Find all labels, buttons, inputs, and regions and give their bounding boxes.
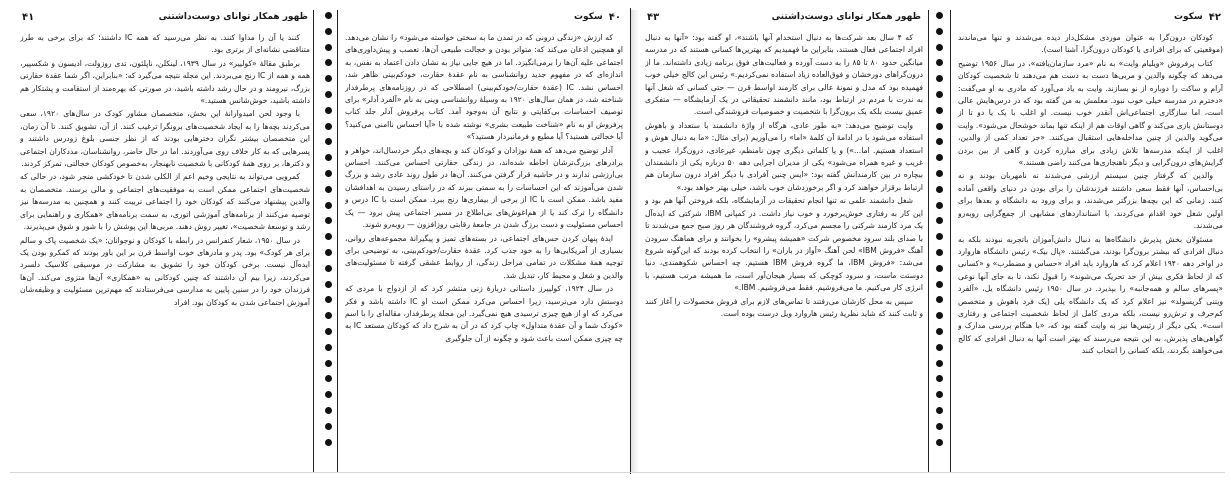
- paragraph: شغل دانشمند علمی نه تنها انجام تحقیقات در آزمایشگاه، بلکه فروختن آنها هم بود و این کار به رفتاری خوش‌برخورد و خوب نیاز داشت. در کمپانی IBM، شرکتی که ایده‌آل یک مرد کارمند شرکتی را مجسم می‌کرد، گروه فروشندگان هر روز صبح جمع می‌شدند تا با صدای بلند سرود مخصوص شرکت «همیشه پیشرو» را بخوانند و برای هماهنگ سرودن آهنگ «فروش IBM» لحن آهنگ «آواز در باران» را انتخاب کرده بودند که این‌گونه شروع می‌شد: «فروش IBM، ما گروه فروش IBM هستیم. چه احساس شکوهمندی، دنیا دوستت ماست، و سرود کوچکی که بسیار هیجان‌آور است، ما همیشه مرتب هستیم، با انرژی کار می‌کنیم. ما می‌فروشیم. فقط می‌فروشیم. IBM.»: [645, 196, 923, 293]
- binding-ring: [325, 202, 332, 209]
- binding-ring: [936, 360, 943, 367]
- page-number: ۴۰: [608, 11, 621, 23]
- page-42: [958, 10, 1223, 470]
- binding-ring: [325, 344, 332, 351]
- page-40: [345, 10, 623, 470]
- page-body: [20, 32, 310, 309]
- binding-ring: [325, 296, 332, 303]
- running-title: سکوت: [1174, 12, 1203, 22]
- binding-ring: [936, 265, 943, 272]
- page-edge: [337, 10, 338, 472]
- paragraph: سپس به محل کارشان می‌رفتند تا تماس‌های لازم برای فروش محصولات را آغاز کنند و ثابت کنند که شاید نظریهٔ رئیس هاروارد ویل درست بوده است.: [645, 296, 923, 318]
- binding-ring: [325, 107, 332, 114]
- page-body: [645, 32, 923, 320]
- binding-ring: [325, 375, 332, 382]
- paragraph: با وجود لحن امیدوارانهٔ این بخش، متخصصان مشاور کودک در سال‌های ۱۹۲۰، سعی می‌کردند بچه‌ها را به ایجاد شخصیت‌های برونگرا ترغیب کنند. از آن، تشویق کنند. تا آن زمان، این متخصصان بیشتر نگران دخترهایی بودند که از نظر جنسی بلوغ زودرس داشتند و پسرهایی که به کار خلاف روی می‌آوردند. اما در حال حاضر، روانشناسان، مددکاران اجتماعی و دکترها، بر روی همهٔ کودکانی با شخصیت نابهنجار، به‌خصوص کودکان خجالتی، تمرکز کردند.: [20, 109, 310, 169]
- paragraph: کمرویی می‌تواند به نتایجی وخیم اعم از الکلی شدن تا خودکشی منجر شود، در حالی که شخصیت‌های اجتماعی ممکن است به موفقیت‌های اجتماعی و مالی برسند. متخصصان به والدین پیشنهاد می‌کنند که کودکان خود را اجتماعی تربیت کنند و همچنین به مدرسه‌ها نیز توصیه می‌کنند از برنامه‌های آموزشی اتوری، به سمت برنامه‌های «همکاری و راهنمایی برای رشد و توسعهٔ شخصیت»، تغییر روش دهند. مربی‌ها این پوشش را با شور و شوق می‌پذیرند.: [20, 172, 310, 232]
- binding-ring: [936, 44, 943, 51]
- paragraph: آدلر توضیح می‌دهد که همهٔ نوزادان و کودکان کند و بچه‌های دیگر خردسال‌اند، خواهر و برادرهای بزرگ‌ترشان احاطه شده‌اند، در زندگی حقارتی احساس می‌کنند. احساس بی‌ارزشی ندارند و در حاشیه قرار گرفتن می‌کنند. آن‌ها در طول روند عادی رشد و بزرگ شدن می‌آموزند که این احساسات را به سمتی ببرند که در راستای رسیدن به اهدافشان مفید باشد. ممکن است با IC از برخی از بیماری‌ها رنج ببرد. ممکن است با IC درس و دانشگاه را ترک کند یا از هم‌اغوش‌های بی‌اطلاع در مسیر اجتماعی پیش برود — یک احساس مسئولیت و دست برزگ شدن در جامعهٔ رقابتی روزافزون — رو‌به‌رو شوند.: [345, 145, 623, 230]
- binding-ring: [325, 186, 332, 193]
- binding-ring: [325, 91, 332, 98]
- binding-ring: [936, 154, 943, 161]
- running-title: ظهور همکار توانای دوست‌داشتنی: [158, 12, 308, 22]
- binding-ring: [936, 170, 943, 177]
- binding-ring: [325, 75, 332, 82]
- paragraph: والدین که گرفتار چنین سیستم ارزشی می‌شدند نه نامهربان بودند و نه بی‌احساس، آنها فقط سعی داشتند فرزندشان را برای بودن در دنیای واقعی آماده کنند. زمانی که این بچه‌ها بزرگتر می‌شدند، و برای ورود به دانشگاه و بعدها برای اولین شغل خود اقدام می‌کردند، با استانداردهای مشابهی از جمع‌گرایی روبه‌رو می‌شدند.: [958, 171, 1223, 231]
- page-edge: [313, 10, 314, 472]
- page-header: [645, 10, 923, 24]
- binding-ring: [325, 360, 332, 367]
- paragraph: کودکان درون‌گرا به عنوان موردی مشکل‌دار دیده می‌شدند و تنها می‌ماندند (موقعیتی که برای افرادی یا کودکان درون‌گرا، آشنا است).: [958, 33, 1223, 55]
- binding-ring: [325, 328, 332, 335]
- binding-ring: [325, 217, 332, 224]
- binding-ring: [936, 59, 943, 66]
- binding-ring: [936, 391, 943, 398]
- page-43: [645, 10, 923, 470]
- page-41: [20, 10, 310, 470]
- running-title: ظهور همکار توانای دوست‌داشتنی: [771, 12, 921, 22]
- page-number: ۴۱: [22, 11, 35, 23]
- paragraph: که ارزش «زندگی درونی که در تمدن ما به سختی خواسته می‌شود» را نشان می‌دهد. او همچنین اذعان می‌کند که: متواتر بودن و خجالت طبیعی آن‌ها، تعصب و پیش‌داوری‌های اجتماعی علیه آن‌ها را برمی‌انگیزد. اما در هیچ جایی نیاز به نشان دادن اعتماد به نفس، به اندازه‌ای که در مفهوم جدید روانشناسی به نام عقدهٔ حقارت، خودکم‌بینی ظاهر شد، احساس نشد. IC (عقدهٔ حقارت/خودکم‌بینی) اصطلاحی که در روزنامه‌های پرطرفدار شناخته شد، در همان سال‌های ۱۹۲۰ به وسیلهٔ روانشناسی وینی به نام «آلفرد آدلر» برای توصیف احساسات بی‌کفایتی و نتایج آن به‌وجود آمد. کتاب پرفروش آدلر جلد کتاب پرفروش او به نام «شناخت طبیعت بشری» نوشته شده با «آیا احساس ناامنی می‌کنید؟ آیا خجالتی هستید؟ آیا مطیع و فرمانبردار هستید؟»: [345, 33, 623, 142]
- binding-ring: [325, 170, 332, 177]
- binding-ring: [936, 407, 943, 414]
- binding-ring: [936, 249, 943, 256]
- binding-ring: [325, 233, 332, 240]
- binding-ring: [936, 423, 943, 430]
- page-number: ۴۲: [1208, 11, 1221, 23]
- running-title: سکوت: [574, 12, 603, 22]
- binding-ring: [936, 439, 943, 446]
- page-header: [345, 10, 623, 24]
- binding-ring: [936, 281, 943, 288]
- binding-ring: [936, 375, 943, 382]
- page-body: [958, 32, 1223, 358]
- binding-ring: [936, 217, 943, 224]
- paragraph: در سال ۱۹۲۴، کولییرز داستانی دربارهٔ زنی منتشر کرد که از ازدواج با مردی که دوستش دارد می‌ترسید، زیرا احساس می‌کرد ممکن است او IC داشته باشد و فکر می‌کرد که او از هیچ چیزی ترسیدی هیچ نمی‌گیرد. این مجلهٔ پرطرفدار، مقاله‌ای را با اسم «کودک شما و آن عقدهٔ متداول» چاپ کرد که در آن به شرح داد که کودکان مستعد IC به چه چیزی ممکن است باعث شود و چگونه از آن جلوگیری: [345, 284, 623, 343]
- binding-ring: [325, 154, 332, 161]
- paragraph: در سال ۱۹۵۰، شعار کنفرانس در رابطه با کودکان و نوجوانان: «یک شخصیت پاک و سالم برای هر کودک» بود. پدر و مادرهای خوب اواسط قرن بر این باور بودند که کمکرو بودن یک ایده‌آل نیست. برخی کودکان خود را تشویق به مشارکت در موسیقی کلاسیک دلسرد می‌کردند، زیرا بیم آن داشتند که چنین کودکانی به «همکاری» آن‌ها متزوی می‌کند. آن‌ها فرزندان خود را در سنین پایین به مدارسی می‌فرستادند که مهم‌ترین مسئولیت و وظیفه‌شان آموزش اجتماعی شدن به کودکان بود. افراد: [20, 235, 310, 307]
- binding-ring: [325, 59, 332, 66]
- page-edge: [928, 10, 929, 472]
- binding-ring: [936, 312, 943, 319]
- page-body: [345, 32, 623, 345]
- binding-ring: [936, 107, 943, 114]
- paragraph: کنند یا آن را مداوا کنند. به نظر می‌رسید که همه IC داشتند؛ که برای برخی به طرز متناقضی نشانه‌ای از برتری بود.: [20, 33, 310, 55]
- binding-ring: [936, 75, 943, 82]
- binding-ring: [936, 186, 943, 193]
- binding-ring: [325, 28, 332, 35]
- binding-ring: [936, 233, 943, 240]
- binding-ring: [325, 265, 332, 272]
- gutter-shadow: [631, 10, 639, 472]
- paragraph: مسئولان بخش پذیرش دانشگاه‌ها به دنبال دانش‌آموزان باتجربه نبودند بلکه به دنبال افرادی که بیشتر برون‌گرا بودند، می‌گشتند. «پال بیک» رئیس دانشگاه هاروارد در اواخر دهه ۱۹۴۰ اعلام کرد که هاروارد باید افراد «حساس و مضطرب» و «کسانی که از لحاظ فکری بیش از حد تحریک می‌شوند» را قبول نکند، تا به جای آنها نوعی «پسرهای سالم و همه‌جانبه» را بپذیرد. در سال ۱۹۵۰ رئیس دانشگاه یل، «آلفرد ویتنی گریسولد» نیز اعلام کرد که یک دانشگاه یلی (یک فرد باهوش و متخصص کم‌حرف و ترش‌رو نیست، بلکه مردی کامل از لحاظ شخصیت اجتماعی و رفتاری است». یکی دیگر از رئیس‌ها نیز به وایت گفته بود که، «با هنگام بررسی مدارک و گواهی‌های پذیرش، به این نتیجه می‌رسند که بهتر است آنها به دنبال افرادی که کالج می‌خواهند بگردند، بلکه کسانی را انتخاب کنند: [958, 234, 1223, 356]
- binding-ring: [325, 138, 332, 145]
- binding-ring: [325, 423, 332, 430]
- paragraph: کتاب پرفروش «ویلیام وایت» به نام «مرد سازمان‌یافته»، در سال ۱۹۵۶ توضیح می‌دهد که چگونه والدین و مربی‌ها دست به دست هم می‌دهند تا شخصیت کودکان آرام و ساکت را دوباره از نو بسازند. وایت به یاد می‌آورد که مادری به او می‌گفت: «دخترم در مدرسه خیلی خوب نبود. معلمش به من گفته بود که در درس‌هایش عالی است، اما سازگاری اجتماعی‌اش آنقدر خوب نیست. او اغلب با یک یا دو تا از دوستانش بازی می‌کند و گاهی اوقات هم از اینکه تنها بماند خوشحال می‌شود». وایت می‌گوید والدین از چنین مداخله‌هایی استقبال می‌کنند. «جز تعداد کمی از والدین، اغلب از اینکه مدرسه‌ها تلاش زیادی برای مبارزه کردن و گاهی از بین بردن گرایش‌های درون‌گرایی و دیگر ناهنجاری‌ها می‌کنند راضی هستند.»: [958, 58, 1223, 168]
- binding-ring: [325, 123, 332, 130]
- binding-ring: [936, 202, 943, 209]
- binding-ring: [325, 44, 332, 51]
- page-header: [20, 10, 310, 24]
- binding-ring: [325, 391, 332, 398]
- binding-ring: [325, 439, 332, 446]
- binding-ring: [936, 91, 943, 98]
- binding-ring: [936, 28, 943, 35]
- binding-ring: [325, 407, 332, 414]
- binding-ring: [936, 344, 943, 351]
- binding-rings: [322, 12, 336, 467]
- binding-ring: [325, 281, 332, 288]
- binding-ring: [936, 138, 943, 145]
- binding-ring: [936, 296, 943, 303]
- page-header: [958, 10, 1223, 24]
- binding-ring: [325, 12, 332, 19]
- page-number: ۴۳: [647, 11, 660, 23]
- bottom-edge: [10, 472, 1225, 473]
- binding-rings: [933, 12, 947, 467]
- binding-ring: [936, 12, 943, 19]
- binding-ring: [325, 312, 332, 319]
- paragraph: که ۴ سال بعد شرکت‌ها به دنبال استخدام آنها باشند»، او گفته بود: «آنها به دنبال افراد اجتماعی فعال هستند، بنابراین ما فهمیدیم که بهترین‌ها کسانی هستند که در مدرسه میانگین حدود ۸۰ تا ۸۵ را به دست آورده و فعالیت‌های فوق برنامه زیادی داشته‌اند. ما از درون‌گراهای دورخشان و فوق‌العاده زیاد استفاده نمی‌کردیم.» رئیس این کالج خیلی خوب فهمیده بود که مدل و نمونهٔ عالی برای کارمند اواسط قرن — حتی کسانی که شغل آنها به ندرت با مردم در ارتباط بود، مانند دانشمند تحقیقاتی در یک آزمایشگاه — متفکری عمیق نیست بلکه یک برون‌گرا با شخصیت و خصوصیات فروشندگی است.: [645, 33, 923, 117]
- binding-ring: [936, 328, 943, 335]
- paragraph: وایت توضیح می‌دهد: «به طور عادی، هرگاه از واژهٔ دانشمند با ستعداد و باهوش استفاده می‌شود با در ادامهٔ آن کلمهٔ «اما» را می‌آوریم (برای مثال: «ما به دنبال هوش و استعداد هستیم. اما...») و یا کلماتی دیگری چون نامنظم، غیرعادی، درون‌گرا، عجیب و غریب و غیره همراه می‌شود» یکی از مدیران اجرایی دهه ۵۰ درباره یکی از دانشمندان بیچاره در بین کارمندانش گفته بود: «ایس چنین آفرادی با دیگر افراد درون سازمان هم ارتباط برقرار خواهند کرد و اگر برخوردشان خوب باشد، خیلی بهتر خواهد بود.»: [645, 120, 923, 192]
- page-edge: [950, 10, 951, 472]
- binding-ring: [325, 249, 332, 256]
- paragraph: برطبق مقالهٔ «کولییر» در سال ۱۹۳۹، لینکلن، ناپلئون، تدی روزولت، ادیسون و شکسپیر، همه و همه از IC رنج می‌بردند. این مجله نتیجه می‌گیرد که: «بنابراین، اگر شما عقدهٔ حقارتی بزرگ، نیرومند و در حال رشد داشته باشید، در صورتی که بهره‌مند از استقامت و پشتکار هم داشته باشید، خوش‌شانس هستید.»: [20, 58, 310, 106]
- binding-ring: [936, 123, 943, 130]
- paragraph: ایدهٔ پنهان کردن حس‌های اجتماعی، در بسته‌های تمیز و پیگیرانهٔ مجموعه‌های روانی، بسیاری از آمریکایی‌ها را به خود جذب کرد. عقدهٔ حقارت/خودکم‌بینی، به توضیحی برای توجیه همهٔ مشکلات در تمامی مراحل زندگی، از روابط عشقی گرفته تا مسئولیت‌های والدین و شغل و محیط کار، تبدیل شد.: [345, 233, 623, 280]
